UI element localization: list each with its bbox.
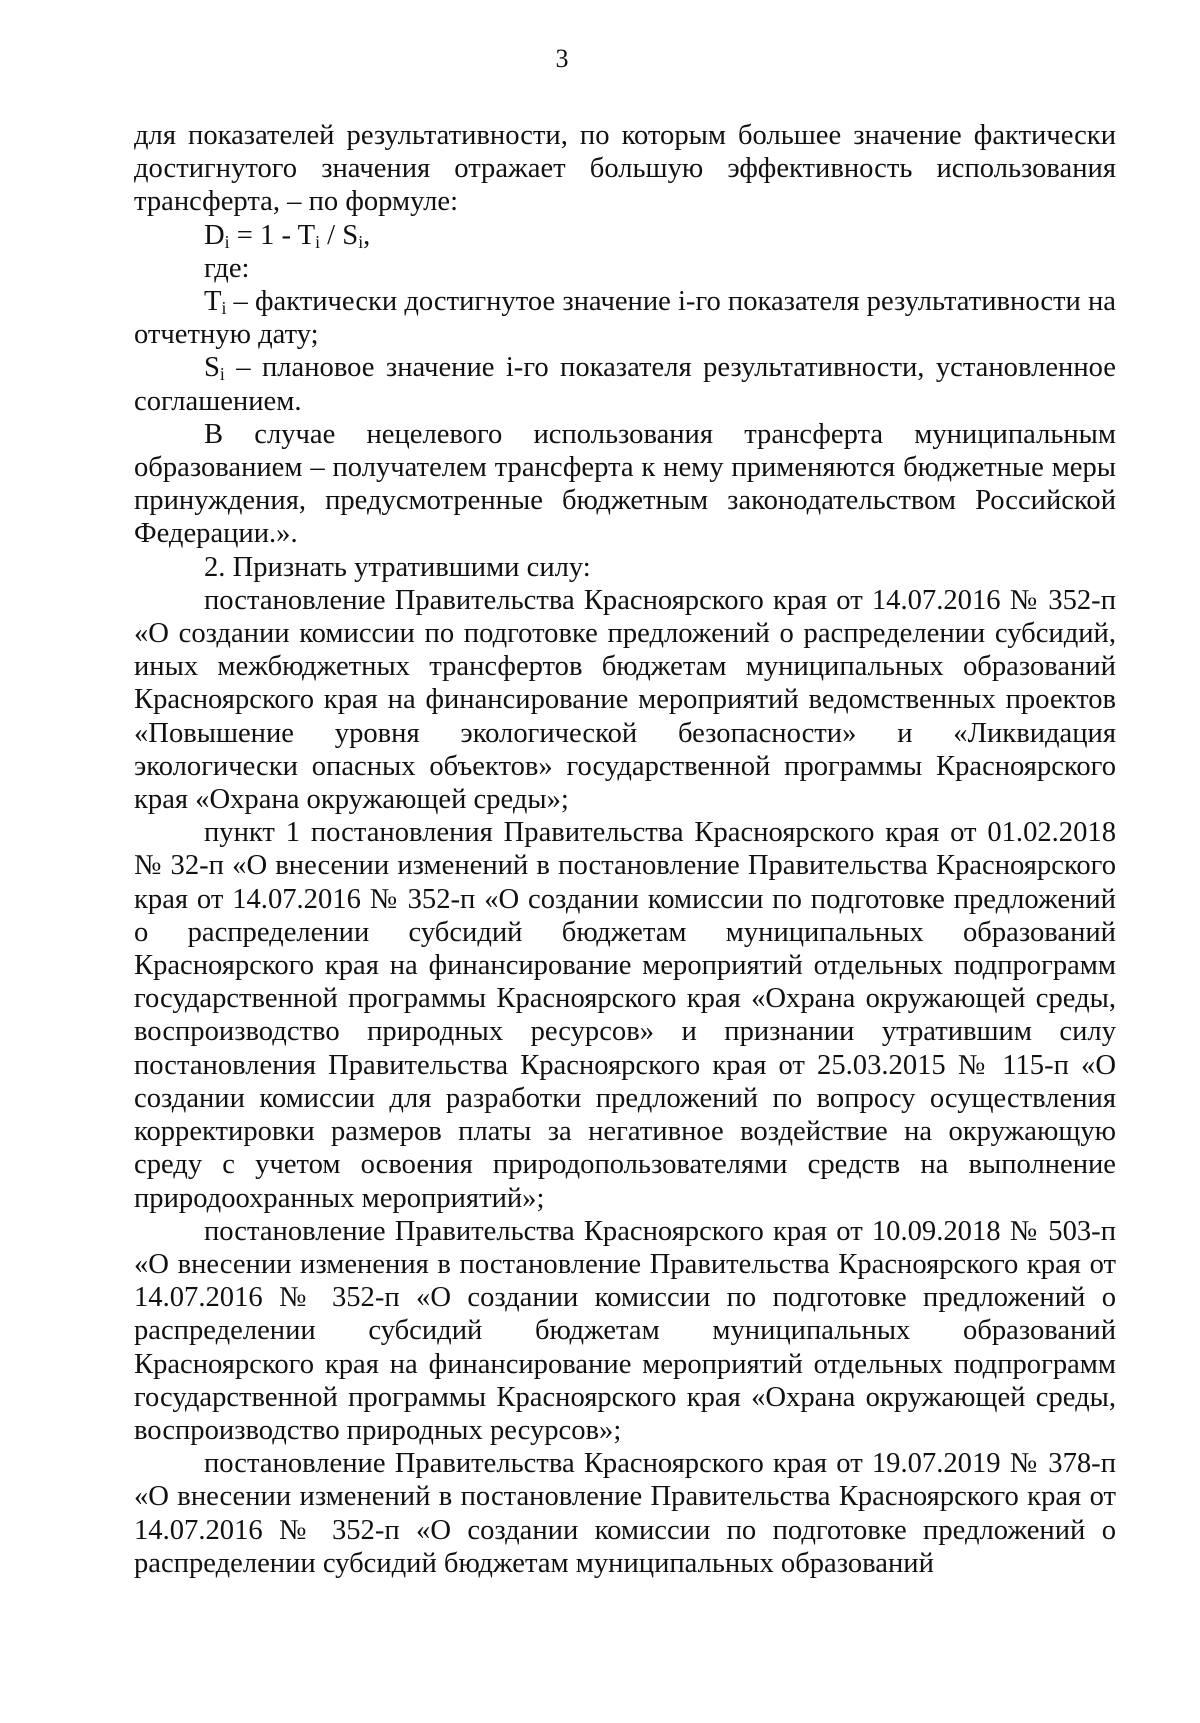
- formula-s-sub: i: [358, 231, 364, 252]
- page-number: 3: [555, 44, 569, 73]
- definition-t-text: – фактически достигнутое значение i-го показателя результативности на отчетную дату;: [134, 286, 1116, 351]
- definition-s-sub: i: [219, 364, 225, 385]
- formula-lhs: D: [204, 219, 225, 251]
- formula-t: T: [297, 219, 316, 251]
- document-body: [134, 119, 1116, 1580]
- where-label: где:: [204, 252, 250, 284]
- paragraph-resolution-2: пункт 1 постановления Правительства Красноярского края от 01.02.2018 № 32-п «О внесении изменений в постановление Правительства Красноярского края от 14.07.2016 № 352-п «О создании комиссии по подготовке предложений о распределении субсидий бюджетам муниципальных образований Красноярского края на финансирование мероприятий отдельных подпрограмм государственной программы Красноярского края «Охрана окружающей среды, воспроизводство природных ресурсов» и признании утратившим силу постановления Правительства Красноярского края от 25.03.2015 № 115-п «О создании комиссии для разработки предложений по вопросу осуществления корректировки размеров платы за негативное воздействие на окружающую среду с учетом освоения природопользователями средств на выполнение природоохранных мероприятий»;: [134, 817, 1116, 1214]
- formula-lhs-sub: i: [224, 231, 230, 252]
- definition-s-symbol: S: [204, 352, 220, 384]
- paragraph-misuse: В случае нецелевого использования трансферта муниципальным образованием – получателем трансферта к нему применяются бюджетные меры принуждения, предусмотренные бюджетным законодательством Российской Федерации.».: [134, 418, 1116, 550]
- formula-s: S: [342, 219, 359, 251]
- formula-op2: /: [320, 219, 343, 251]
- definition-t-symbol: T: [204, 286, 222, 318]
- formula: [134, 219, 1116, 252]
- definition-t-sub: i: [221, 297, 227, 318]
- formula-t-sub: i: [315, 231, 321, 252]
- definition-t: [134, 285, 1116, 351]
- paragraph-resolution-1: постановление Правительства Красноярского края от 14.07.2016 № 352-п «О создании комиссии по подготовке предложений о распределении субсидий, иных межбюджетных трансфертов бюджетам муниципальных образований Красноярского края на финансирование мероприятий ведомственных проектов «Повышение уровня экологической безопасности» и «Ликвидация экологически опасных объектов» государственной программы Красноярского края «Охрана окружающей среды»;: [134, 584, 1116, 816]
- paragraph-resolution-4: постановление Правительства Красноярского края от 19.07.2019 № 378-п «О внесении изменений в постановление Правительства Красноярского края от 14.07.2016 № 352-п «О создании комиссии по подготовке предложений о распределении субсидий бюджетам муниципальных образований: [134, 1448, 1116, 1579]
- definition-s-text: – плановое значение i-го показателя результативности, установленное соглашением.: [134, 352, 1116, 417]
- paragraph-resolution-3: постановление Правительства Красноярского края от 10.09.2018 № 503-п «О внесении изменения в постановление Правительства Красноярского края от 14.07.2016 № 352-п «О создании комиссии по подготовке предложений о распределении субсидий бюджетам муниципальных образований Красноярского края на финансирование мероприятий отдельных подпрограмм государственной программы Красноярского края «Охрана окружающей среды, воспроизводство природных ресурсов»;: [134, 1215, 1116, 1446]
- paragraph-item-2: 2. Признать утратившими силу:: [204, 551, 591, 583]
- definition-s: [134, 351, 1116, 417]
- formula-end: ,: [363, 219, 371, 251]
- paragraph-intro: для показателей результативности, по которым большее значение фактически достигнутого значения отражает большую эффективность использования трансферта, – по формуле:: [134, 120, 1116, 218]
- formula-op1: = 1 -: [229, 219, 298, 251]
